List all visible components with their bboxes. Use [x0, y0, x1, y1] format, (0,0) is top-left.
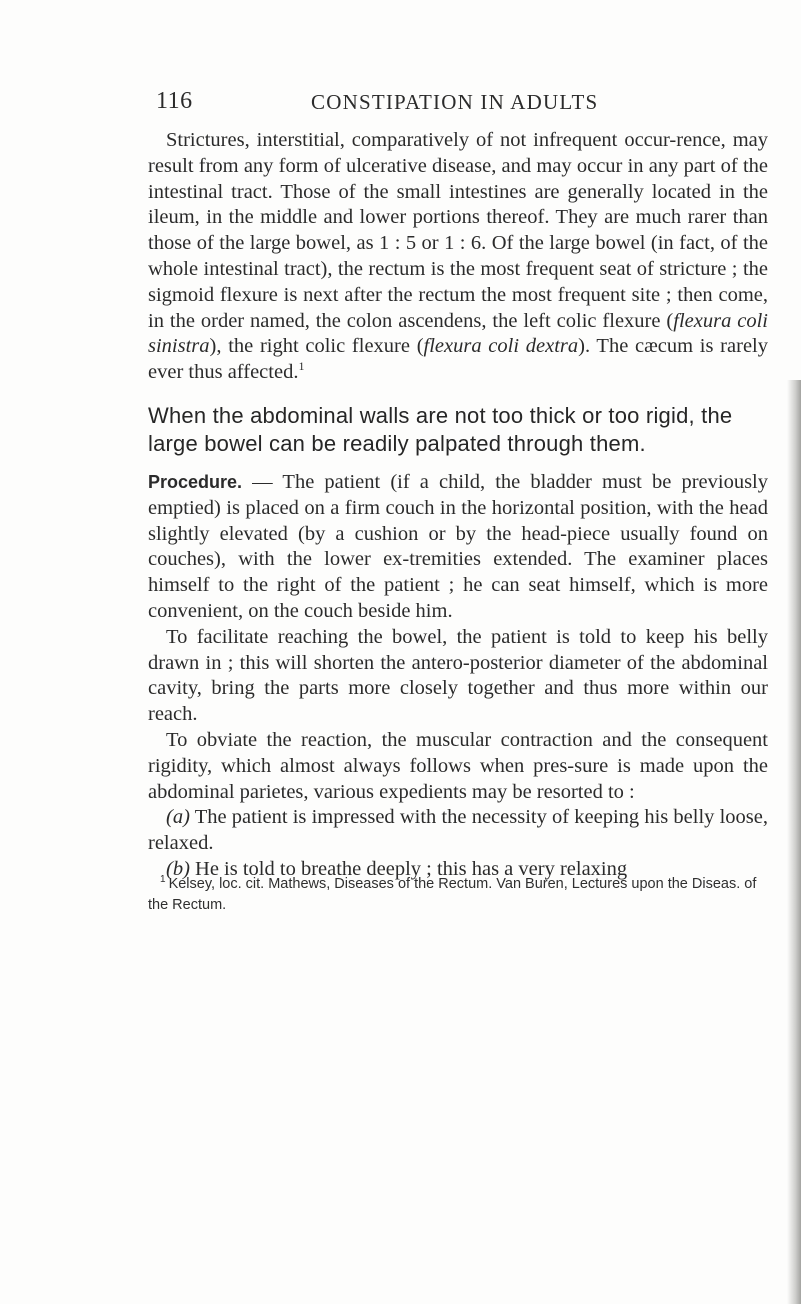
paragraph-facilitate: To facilitate reaching the bowel, the patient is told to keep his belly drawn in ; this will shorten the antero-posterior diameter of the abdominal cavity, bring the parts more closely together and thus more within our reach.	[148, 625, 768, 726]
paragraph-strictures-text-b: ), the right colic flexure (	[209, 335, 424, 358]
expedient-item-a	[148, 805, 768, 857]
palpation-statement: When the abdominal walls are not too thick or too rigid, the large bowel can be readily palpated through them.	[148, 402, 733, 456]
procedure-text: — The patient (if a child, the bladder must be previously emptied) is placed on a firm couch in the horizontal position, with the head slightly elevated (by a cushion or by the head-piece usually found on couches), with the lower ex-tremities extended. The examiner places himself to the right of the patient ; he can seat himself, which is more convenient, on the couch beside him.	[148, 470, 768, 622]
footnote	[148, 874, 768, 916]
footnote-reference: 1	[298, 359, 305, 374]
running-title: CONSTIPATION IN ADULTS	[311, 90, 599, 114]
procedure-heading: Procedure.	[148, 471, 243, 492]
paragraph-strictures	[148, 128, 768, 386]
term-flexura-coli-sinistra: flexura coli sinistra	[148, 309, 768, 358]
body-text	[148, 128, 768, 886]
expedient-item-a-label: (a)	[166, 806, 190, 829]
page-number: 116	[156, 88, 193, 114]
expedient-item-b-label: (b)	[166, 857, 190, 880]
running-head	[156, 88, 766, 118]
expedient-item-a-text: The patient is impressed with the necessity of keeping his belly loose, relaxed.	[148, 806, 768, 855]
footnote-text: Kelsey, loc. cit. Mathews, Diseases of the Rectum. Van Buren, Lectures upon the Diseas. of the Rectum.	[148, 876, 757, 913]
term-flexura-coli-dextra: flexura coli dextra	[423, 335, 579, 358]
expedient-item-b-text: He is told to breathe deeply ; this has a very relaxing	[189, 857, 628, 880]
page-edge-shadow	[787, 380, 801, 1304]
paragraph-strictures-text-a: Strictures, interstitial, comparatively of not infrequent occur-rence, may result from any form of ulcerative disease, and may occur in any part of the intestinal tract. Those of the small intestines are generally located in the ileum, in the middle and lower portions thereof. They are much rarer than those of the large bowel, as 1 : 5 or 1 : 6. Of the large bowel (in fact, of the whole intestinal tract), the rectum is the most frequent seat of stricture ; the sigmoid flexure is next after the rectum the most frequent site ; then come, in the order named, the colon ascendens, the left colic flexure (	[148, 129, 768, 332]
paragraph-procedure	[148, 470, 768, 625]
paragraph-strictures-text-c: ). The cæcum is rarely ever thus affected.	[148, 335, 768, 384]
paragraph-obviate: To obviate the reaction, the muscular contraction and the consequent rigidity, which almost always follows when pres-sure is made upon the abdominal parietes, various expedients may be resorted to :	[148, 728, 768, 803]
footnote-marker: 1	[160, 874, 166, 886]
